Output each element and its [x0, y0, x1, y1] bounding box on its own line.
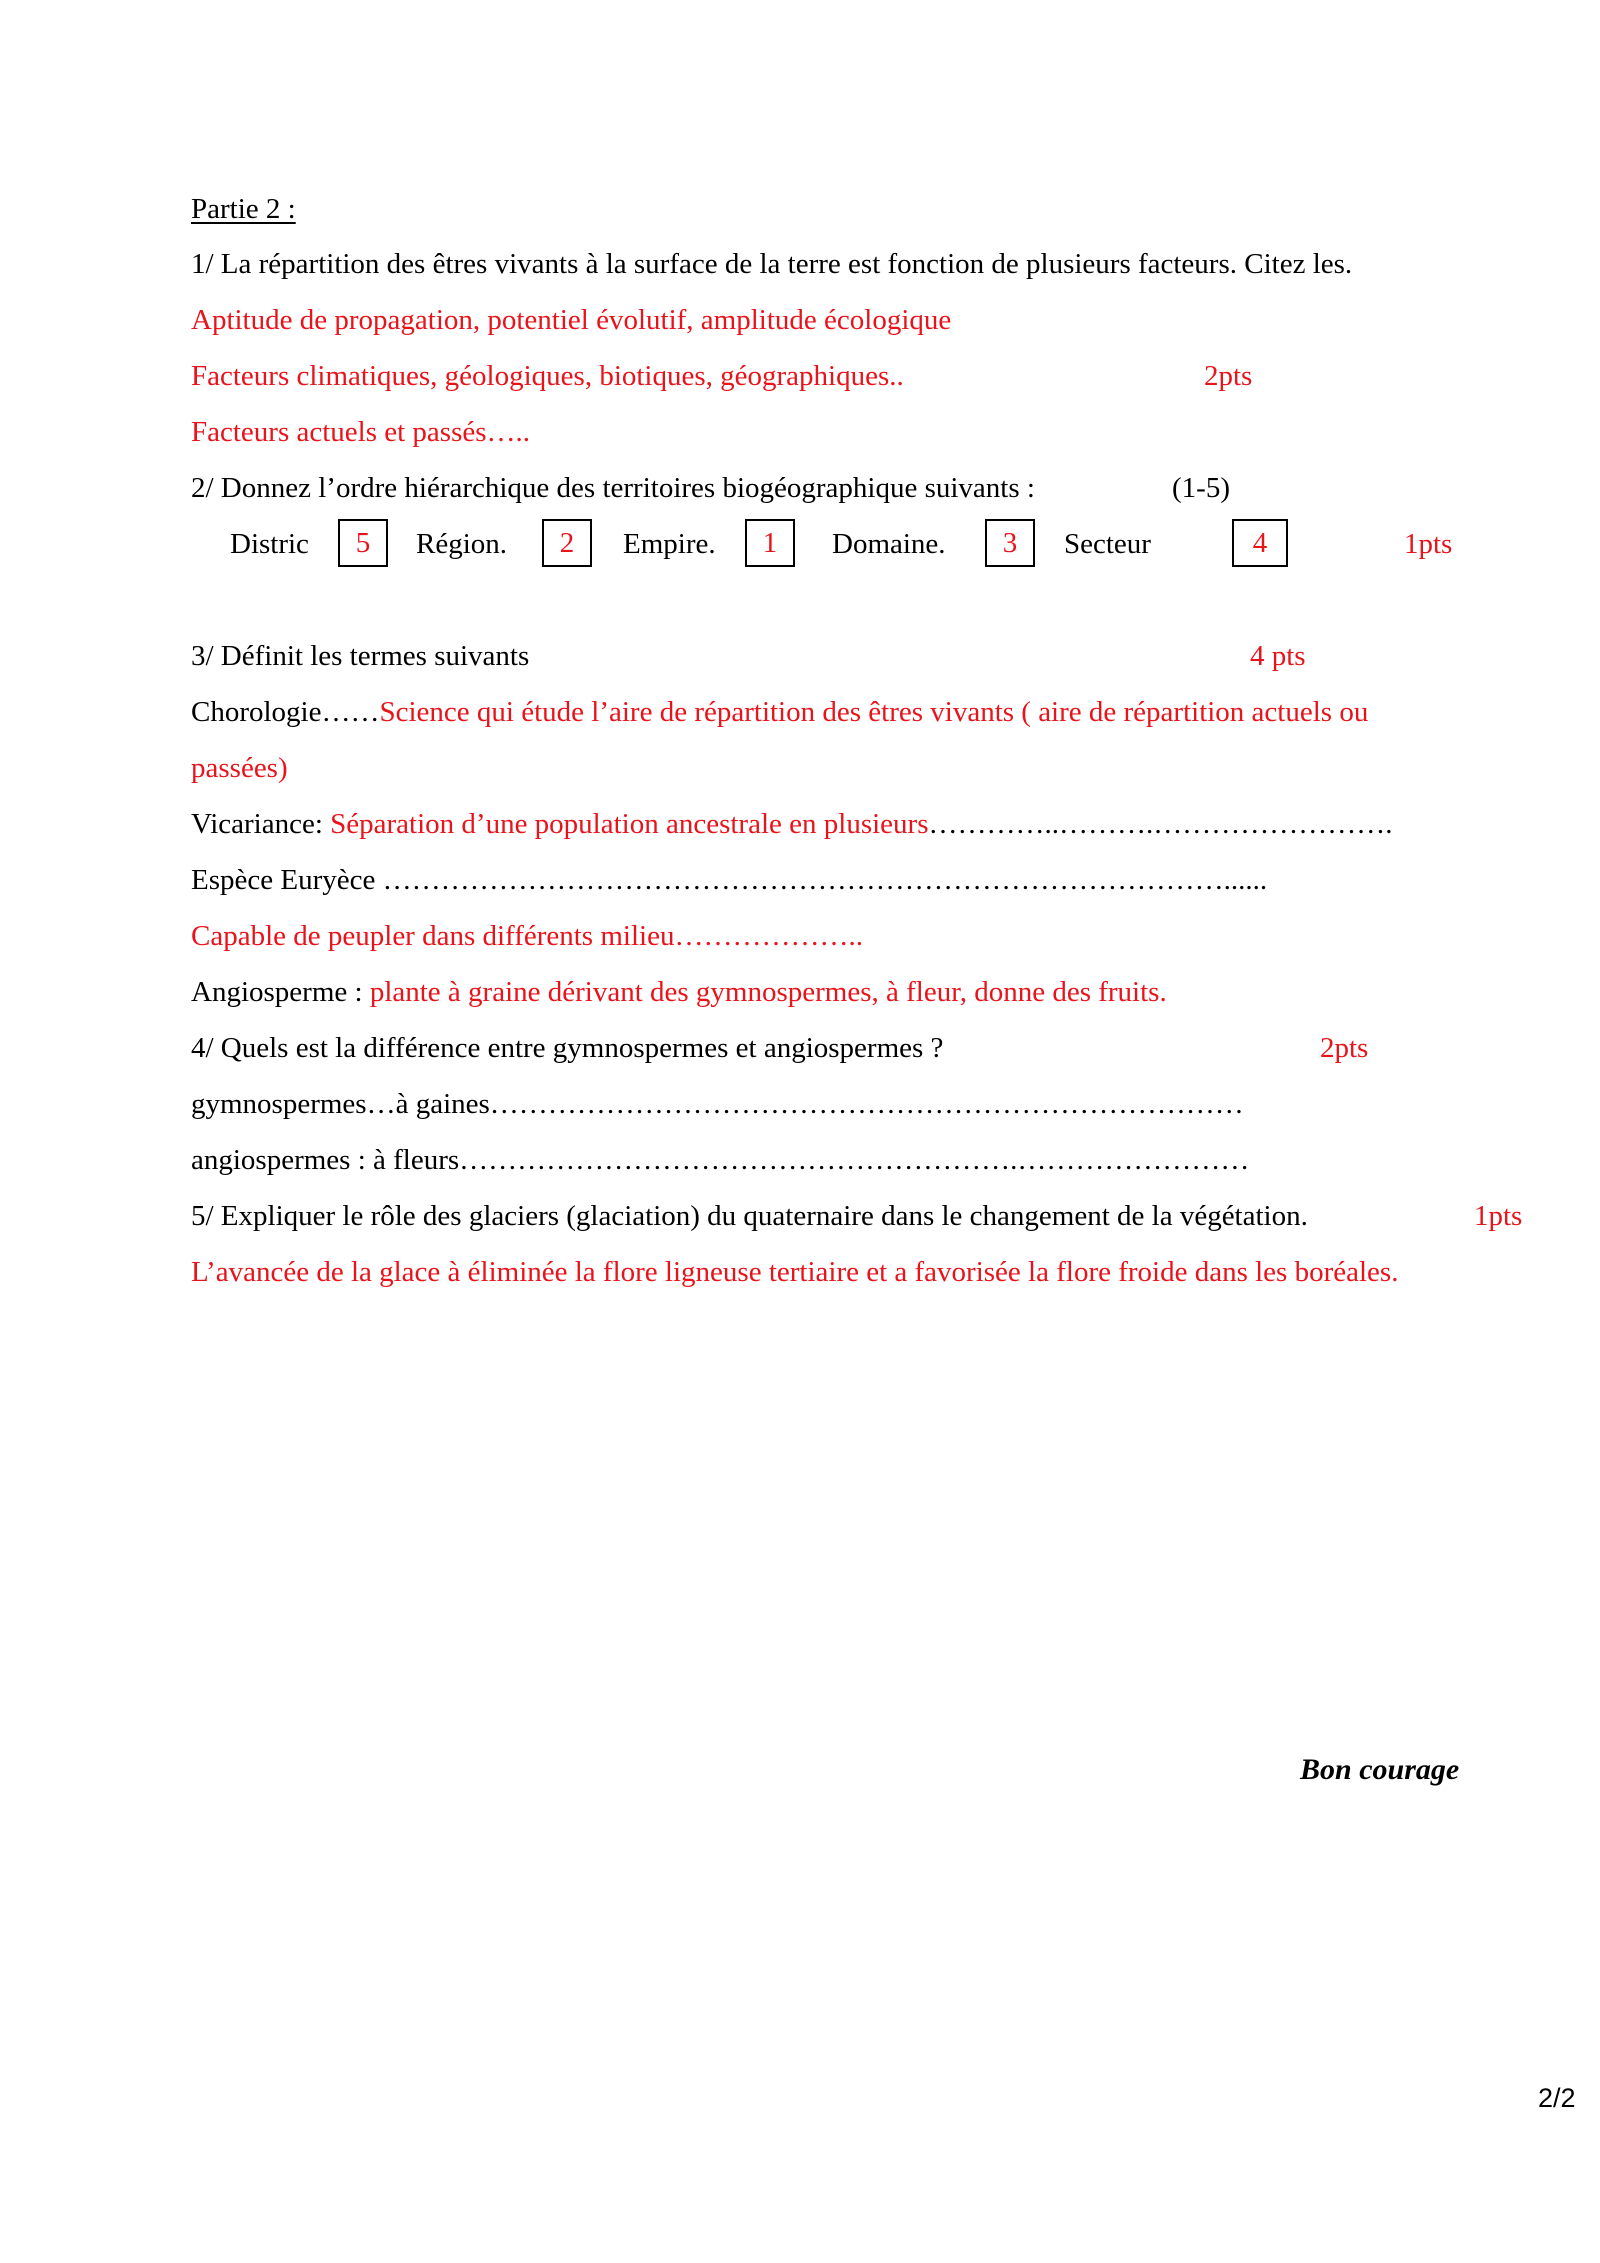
- angiosperme-definition: plante à graine dérivant des gymnospermes, à fleur, donne des fruits.: [369, 976, 1167, 1008]
- q1-answer-line3: Facteurs actuels et passés…..: [191, 416, 531, 448]
- q2-rank-box: 1: [745, 519, 795, 567]
- vicariance-term: Vicariance:: [191, 808, 331, 840]
- q2-item-label: Distric: [230, 528, 309, 560]
- q2-item-label: Secteur: [1064, 528, 1151, 560]
- q5-answer: L’avancée de la glace à éliminée la flore ligneuse tertiaire et a favorisée la flore froide dans les boréales.: [191, 1256, 1399, 1288]
- vicariance-line: [191, 807, 1392, 841]
- q2-rank-box: 3: [985, 519, 1035, 567]
- q4-angiospermes-answer: angiospermes : à fleurs………………………………………………….……………………: [191, 1144, 1250, 1176]
- q3-points: 4 pts: [1250, 640, 1306, 672]
- espece-euryece-line: Espèce Euryèce ……………………………………………………………………………......: [191, 864, 1268, 896]
- espece-euryece-definition: Capable de peupler dans différents milieu………………..: [191, 920, 863, 952]
- q2-item-label: Région.: [416, 528, 508, 560]
- page-number: 2/2: [1538, 2083, 1576, 2113]
- q2-question: 2/ Donnez l’ordre hiérarchique des territoires biogéographique suivants :: [191, 472, 1035, 504]
- q2-points: 1pts: [1404, 528, 1453, 560]
- angiosperme-line: [191, 975, 1167, 1009]
- q2-rank-box: 4: [1232, 519, 1288, 567]
- chorologie-line: [191, 695, 1368, 729]
- q1-question: 1/ La répartition des êtres vivants à la surface de la terre est fonction de plusieurs facteurs. Citez les.: [191, 248, 1353, 280]
- q3-question: 3/ Définit les termes suivants: [191, 640, 530, 672]
- q2-item-label: Domaine.: [832, 528, 946, 560]
- closing-text: Bon courage: [1300, 1753, 1460, 1786]
- q4-points: 2pts: [1320, 1032, 1369, 1064]
- chorologie-definition: Science qui étude l’aire de répartition des êtres vivants ( aire de répartition actuels ou: [379, 696, 1369, 728]
- q1-points: 2pts: [1204, 360, 1253, 392]
- q4-question: 4/ Quels est la différence entre gymnospermes et angiospermes ?: [191, 1032, 944, 1064]
- q1-answer-line2: Facteurs climatiques, géologiques, biotiques, géographiques..: [191, 360, 904, 392]
- q5-question: 5/ Expliquer le rôle des glaciers (glaciation) du quaternaire dans le changement de la végétation.: [191, 1200, 1308, 1232]
- chorologie-term: Chorologie……: [191, 696, 380, 728]
- angiosperme-term: Angiosperme :: [191, 976, 370, 1008]
- vicariance-dots: …………..……….…………………….: [928, 808, 1393, 840]
- q5-points: 1pts: [1474, 1200, 1523, 1232]
- q2-rank-box: 5: [338, 519, 388, 567]
- chorologie-definition-cont: passées): [191, 752, 288, 784]
- q2-range: (1-5): [1172, 472, 1230, 504]
- part-title: Partie 2 :: [191, 193, 296, 225]
- q1-answer-line1: Aptitude de propagation, potentiel évolutif, amplitude écologique: [191, 304, 952, 336]
- vicariance-definition: Séparation d’une population ancestrale en plusieurs: [330, 808, 929, 840]
- q2-item-label: Empire.: [623, 528, 716, 560]
- q2-rank-box: 2: [542, 519, 592, 567]
- q4-gymnospermes-answer: gymnospermes…à gaines……………………………………………………………………: [191, 1088, 1244, 1120]
